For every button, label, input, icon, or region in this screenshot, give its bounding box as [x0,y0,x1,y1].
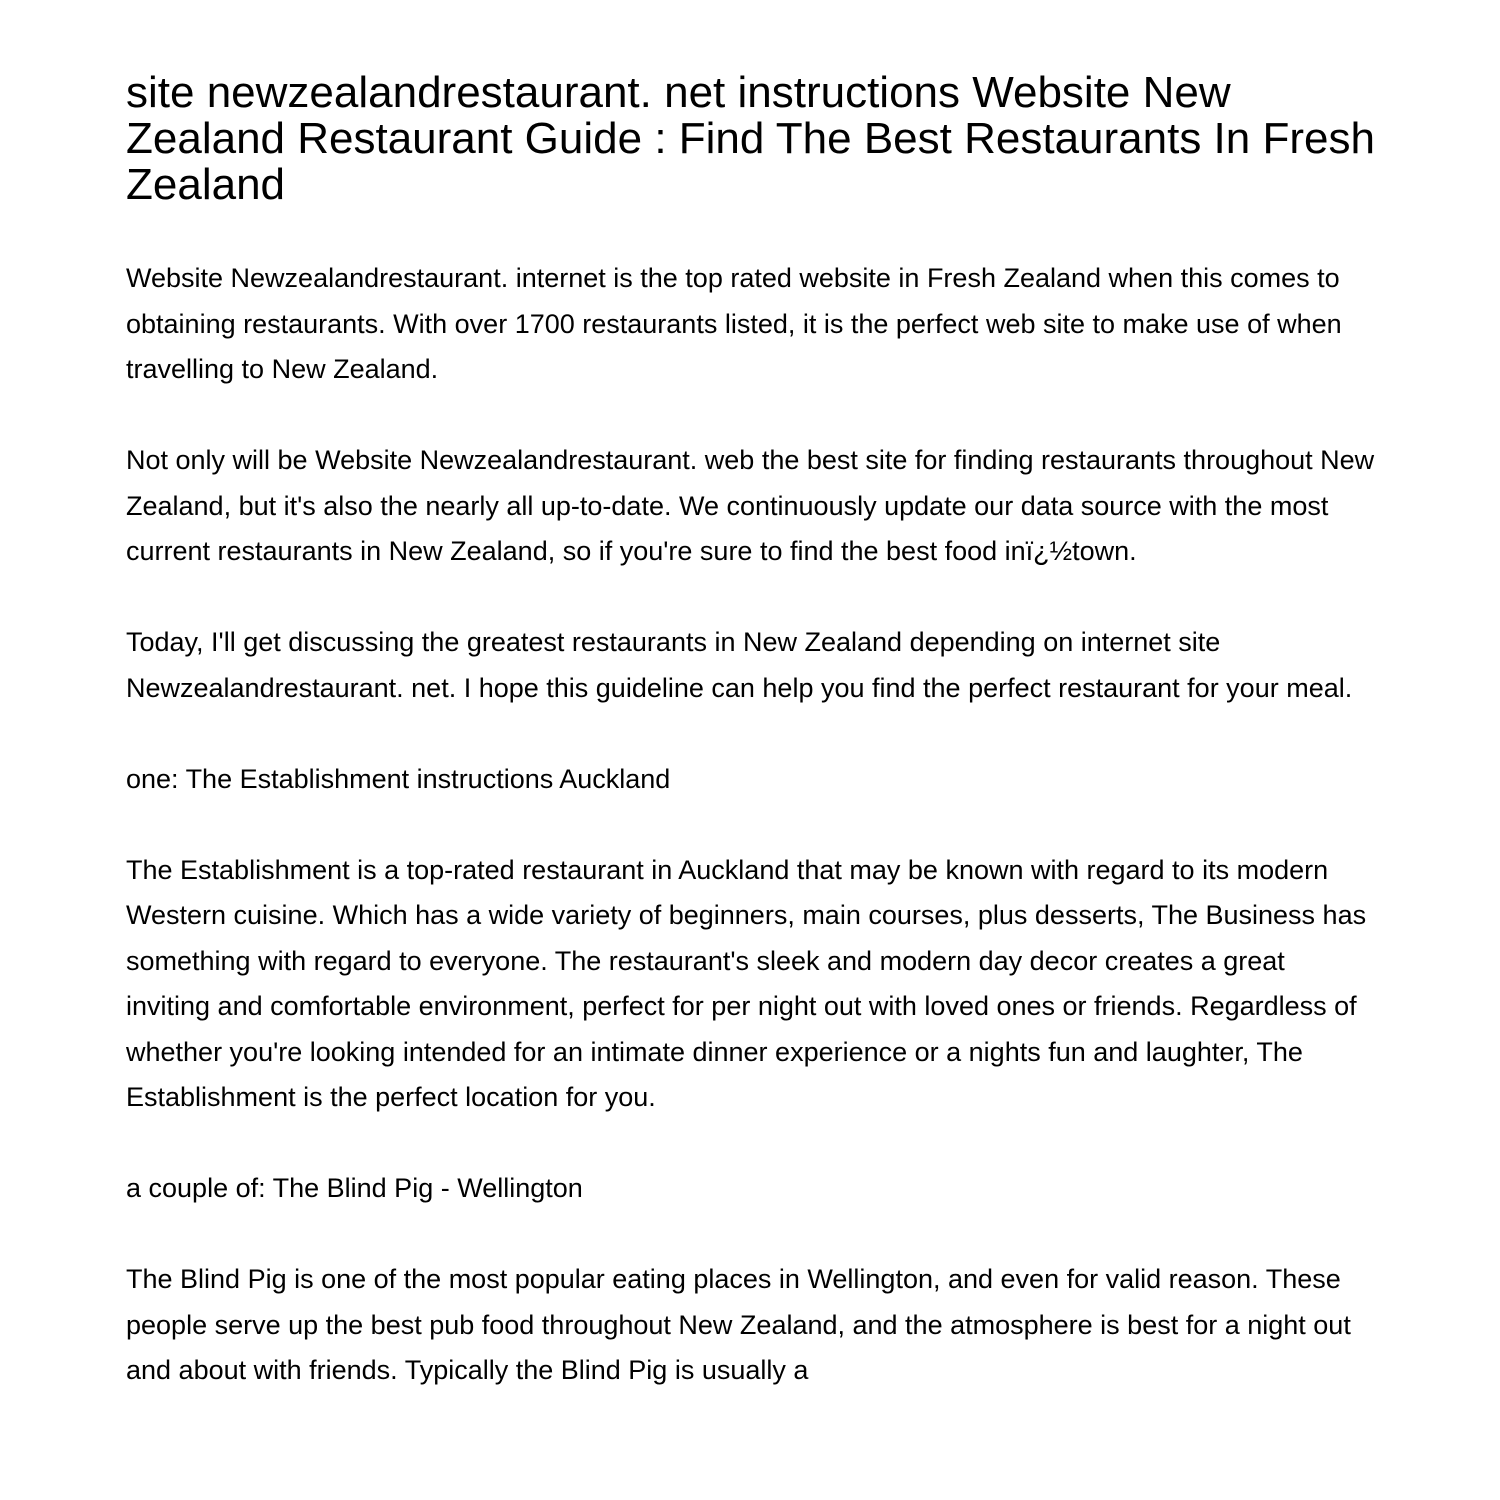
body-paragraph: The Blind Pig is one of the most popular eating places in Wellington, and even for valid reason. These people serve up the best pub food throughout New Zealand, and the atmosphere is best for a night out and about with friends. Typically the Blind Pig is usually a [126,1264,1351,1385]
body-paragraph: Today, I'll get discussing the greatest restaurants in New Zealand depending on internet site Newzealandrestaurant. net. I hope this guideline can help you find the perfect restaurant for your meal. [126,627,1353,703]
section-heading: a couple of: The Blind Pig - Wellington [126,1173,583,1203]
document-title: site newzealandrestaurant. net instructions Website New Zealand Restaurant Guide : Find The Best Restaurants In Fresh Zealand [126,68,1375,209]
body-paragraph: Not only will be Website Newzealandrestaurant. web the best site for finding restaurants throughout New Zealand, but it's also the nearly all up-to-date. We continuously update our data source with the most current restaurants in New Zealand, so if you're sure to find the best food inï¿½town. [126,445,1375,566]
document-page [126,70,1376,1439]
section-heading: one: The Establishment instructions Auckland [126,763,671,794]
body-paragraph: The Establishment is a top-rated restaurant in Auckland that may be known with regard to its modern Western cuisine. Which has a wide variety of beginners, main courses, plus desserts, The Business has something with regard to everyone. The restaurant's sleek and modern day decor creates a great inviting and comfortable environment, perfect for per night out with loved ones or friends. Regardless of whether you're looking intended for an intimate dinner experience or a nights fun and laughter, The Establishment is the perfect location for you. [126,854,1367,1112]
intro-paragraph: Website Newzealandrestaurant. internet is the top rated website in Fresh Zealand when this comes to obtaining restaurants. With over 1700 restaurants listed, it is the perfect web site to make use of when travelling to New Zealand. [126,263,1342,384]
